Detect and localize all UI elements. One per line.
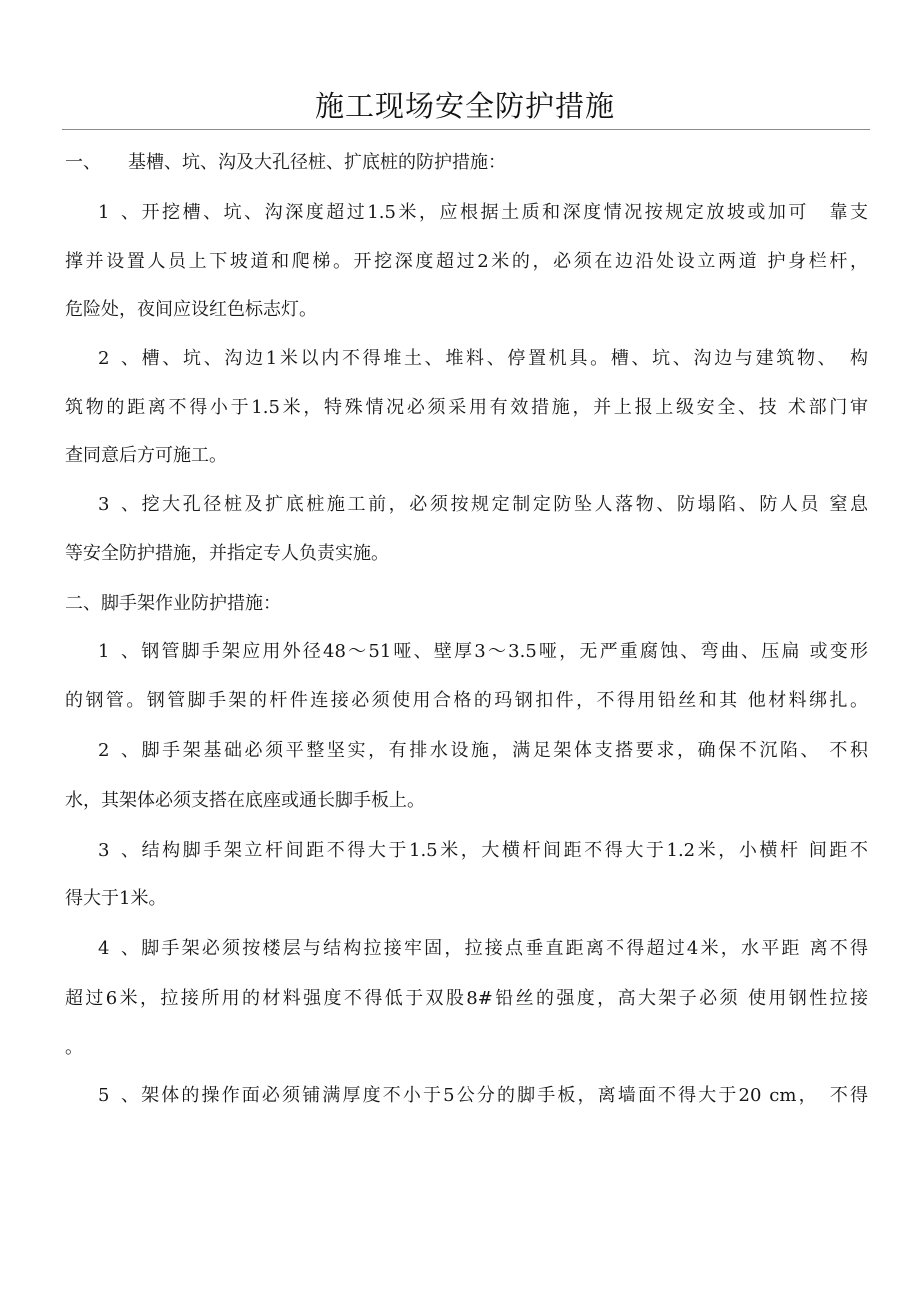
paragraph-line: 筑物的距离不得小于1.5米，特殊情况必须采用有效措施，并上报上级安全、技 术部门审 <box>65 397 868 418</box>
item-text: 架体的操作面必须铺满厚度不小于5公分的脚手板，离墙面不得大于20 cm， 不得 <box>139 1085 868 1106</box>
paragraph-line <box>65 837 868 865</box>
paragraph-line <box>65 199 868 227</box>
item-number: 4、 <box>98 938 139 959</box>
section-heading <box>65 149 868 177</box>
item-number: 3、 <box>98 494 139 515</box>
paragraph-line <box>65 1082 868 1110</box>
paragraph-line: 。 <box>65 1037 83 1058</box>
section-heading <box>65 590 868 618</box>
item-text: 挖大孔径桩及扩底桩施工前，必须按规定制定防坠人落物、防塌陷、防人员 窒息 <box>139 494 868 515</box>
paragraph-line: 水，其架体必须支搭在底座或通长脚手板上。 <box>65 790 425 811</box>
item-number: 5、 <box>98 1085 139 1106</box>
paragraph-line: 得大于1米。 <box>65 888 167 909</box>
item-number: 1、 <box>98 641 139 662</box>
item-text: 开挖槽、坑、沟深度超过1.5米，应根据土质和深度情况按规定放坡或加可 靠支 <box>139 202 868 223</box>
item-text: 脚手架必须按楼层与结构拉接牢固，拉接点垂直距离不得超过4米，水平距 离不得 <box>139 938 868 959</box>
paragraph-line: 等安全防护措施，并指定专人负责实施。 <box>65 543 389 564</box>
paragraph-line <box>65 638 868 666</box>
item-text: 结构脚手架立杆间距不得大于1.5米，大横杆间距不得大于1.2米，小横杆 间距不 <box>139 840 868 861</box>
paragraph-line <box>65 935 868 963</box>
paragraph-line: 超过6米，拉接所用的材料强度不得低于双股8#铅丝的强度，高大架子必须 使用钢性拉接 <box>65 988 868 1009</box>
item-number: 2、 <box>98 740 139 761</box>
item-number: 3、 <box>98 840 139 861</box>
item-text: 脚手架基础必须平整坚实，有排水设施，满足架体支搭要求，确保不沉陷、 不积 <box>139 740 868 761</box>
paragraph-line: 的钢管。钢管脚手架的杆件连接必须使用合格的玛钢扣件，不得用铅丝和其 他材料绑扎。 <box>65 690 868 711</box>
item-number: 2、 <box>98 348 139 369</box>
paragraph-line <box>65 737 868 765</box>
paragraph-line: 查同意后方可施工。 <box>65 445 227 466</box>
item-text: 钢管脚手架应用外径48〜51哑、壁厚3〜3.5哑，无严重腐蚀、弯曲、压扁 或变形 <box>139 641 868 662</box>
section-number: 二、 <box>65 593 101 614</box>
paragraph-line: 撑并设置人员上下坡道和爬梯。开挖深度超过2米的，必须在边沿处设立两道 护身栏杆， <box>65 251 868 272</box>
item-number: 1、 <box>98 202 139 223</box>
section-title: 脚手架作业防护措施： <box>101 593 281 614</box>
paragraph-line <box>65 345 868 373</box>
paragraph-line <box>65 491 868 519</box>
section-number: 一、 <box>65 152 101 173</box>
title-divider <box>62 129 870 130</box>
paragraph-line: 危险处，夜间应设红色标志灯。 <box>65 299 317 320</box>
item-text: 槽、坑、沟边1米以内不得堆土、堆料、停置机具。槽、坑、沟边与建筑物、 构 <box>139 348 868 369</box>
section-title: 基槽、坑、沟及大孔径桩、扩底桩的防护措施： <box>128 152 506 173</box>
document-title: 施工现场安全防护措施 <box>314 89 615 123</box>
